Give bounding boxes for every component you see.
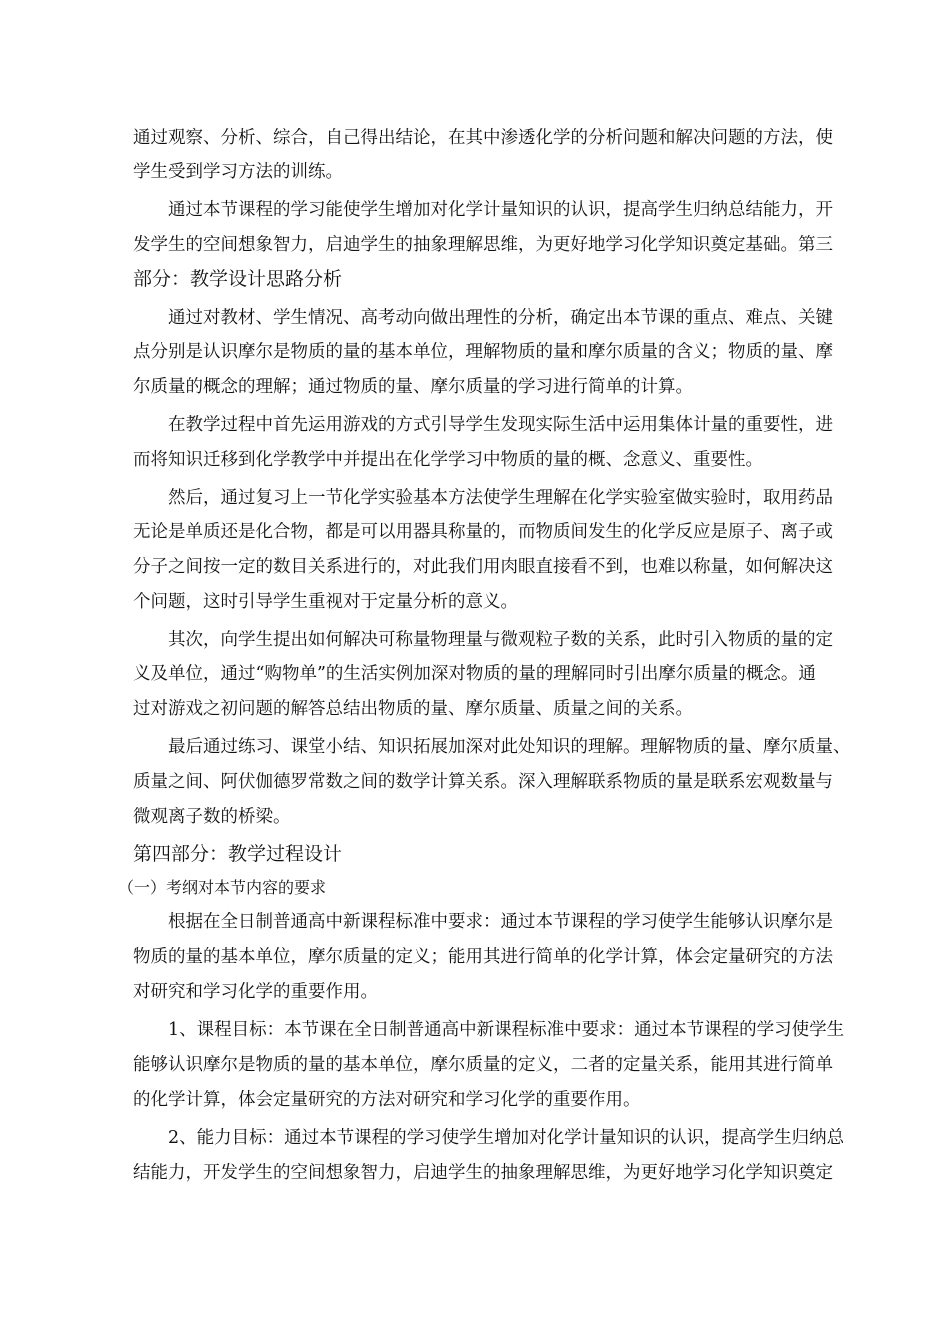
section-heading: 第四部分：教学过程设计 [133,843,343,865]
text-line: 个问题，这时引导学生重视对于定量分析的意义。 [133,592,518,612]
text-line: 点分别是认识摩尔是物质的量的基本单位，理解物质的量和摩尔质量的含义；物质的量、摩 [133,342,833,362]
section-heading: 部分：教学设计思路分析 [133,268,343,290]
text-line: 义及单位，通过“购物单”的生活实例加深对物质的量的理解同时引出摩尔质量的概念。通 [133,664,816,684]
text-line: 分子之间按一定的数目关系进行的，对此我们用肉眼直接看不到，也难以称量，如何解决这 [133,557,833,577]
subsection-heading: （一）考纲对本节内容的要求 [118,878,327,897]
text-line: 质量之间、阿伏伽德罗常数之间的数学计算关系。深入理解联系物质的量是联系宏观数量与 [133,772,833,792]
text-line: 其次，向学生提出如何解决可称量物理量与微观粒子数的关系，此时引入物质的量的定 [168,630,833,650]
text-line: 微观离子数的桥梁。 [133,807,291,827]
text-line: 的化学计算，体会定量研究的方法对研究和学习化学的重要作用。 [133,1090,641,1110]
text-line: 对研究和学习化学的重要作用。 [133,982,378,1002]
text-line: 根据在全日制普通高中新课程标准中要求：通过本节课程的学习使学生能够认识摩尔是 [168,912,833,932]
text-line: 发学生的空间想象智力，启迪学生的抽象理解思维，为更好地学习化学知识奠定基础。第三 [133,235,833,255]
text-line: 尔质量的概念的理解；通过物质的量、摩尔质量的学习进行简单的计算。 [133,377,693,397]
text-line: 最后通过练习、课堂小结、知识拓展加深对此处知识的理解。理解物质的量、摩尔质量、 [168,737,851,757]
text-line: 通过本节课程的学习能使学生增加对化学计量知识的认识，提高学生归纳总结能力，开 [168,200,833,220]
text-line: 通过对教材、学生情况、高考动向做出理性的分析，确定出本节课的重点、难点、关键 [168,308,833,328]
text-line: 在教学过程中首先运用游戏的方式引导学生发现实际生活中运用集体计量的重要性，进 [168,415,833,435]
text-line: 物质的量的基本单位，摩尔质量的定义；能用其进行简单的化学计算，体会定量研究的方法 [133,947,833,967]
text-line: 学生受到学习方法的训练。 [133,162,343,182]
text-line: 1、课程目标：本节课在全日制普通高中新课程标准中要求：通过本节课程的学习使学生 [168,1020,845,1040]
text-line: 能够认识摩尔是物质的量的基本单位，摩尔质量的定义，二者的定量关系，能用其进行简单 [133,1055,833,1075]
text-line: 通过观察、分析、综合，自己得出结论，在其中渗透化学的分析问题和解决问题的方法，使 [133,128,833,148]
text-line: 无论是单质还是化合物，都是可以用器具称量的，而物质间发生的化学反应是原子、离子或 [133,522,833,542]
text-line: 而将知识迁移到化学教学中并提出在化学学习中物质的量的概、念意义、重要性。 [133,450,763,470]
text-line: 2、能力目标：通过本节课程的学习使学生增加对化学计量知识的认识，提高学生归纳总 [168,1128,845,1148]
text-line: 结能力，开发学生的空间想象智力，启迪学生的抽象理解思维，为更好地学习化学知识奠定 [133,1163,833,1183]
text-line: 然后，通过复习上一节化学实验基本方法使学生理解在化学实验室做实验时，取用药品 [168,488,833,508]
text-line: 过对游戏之初问题的解答总结出物质的量、摩尔质量、质量之间的关系。 [133,699,693,719]
